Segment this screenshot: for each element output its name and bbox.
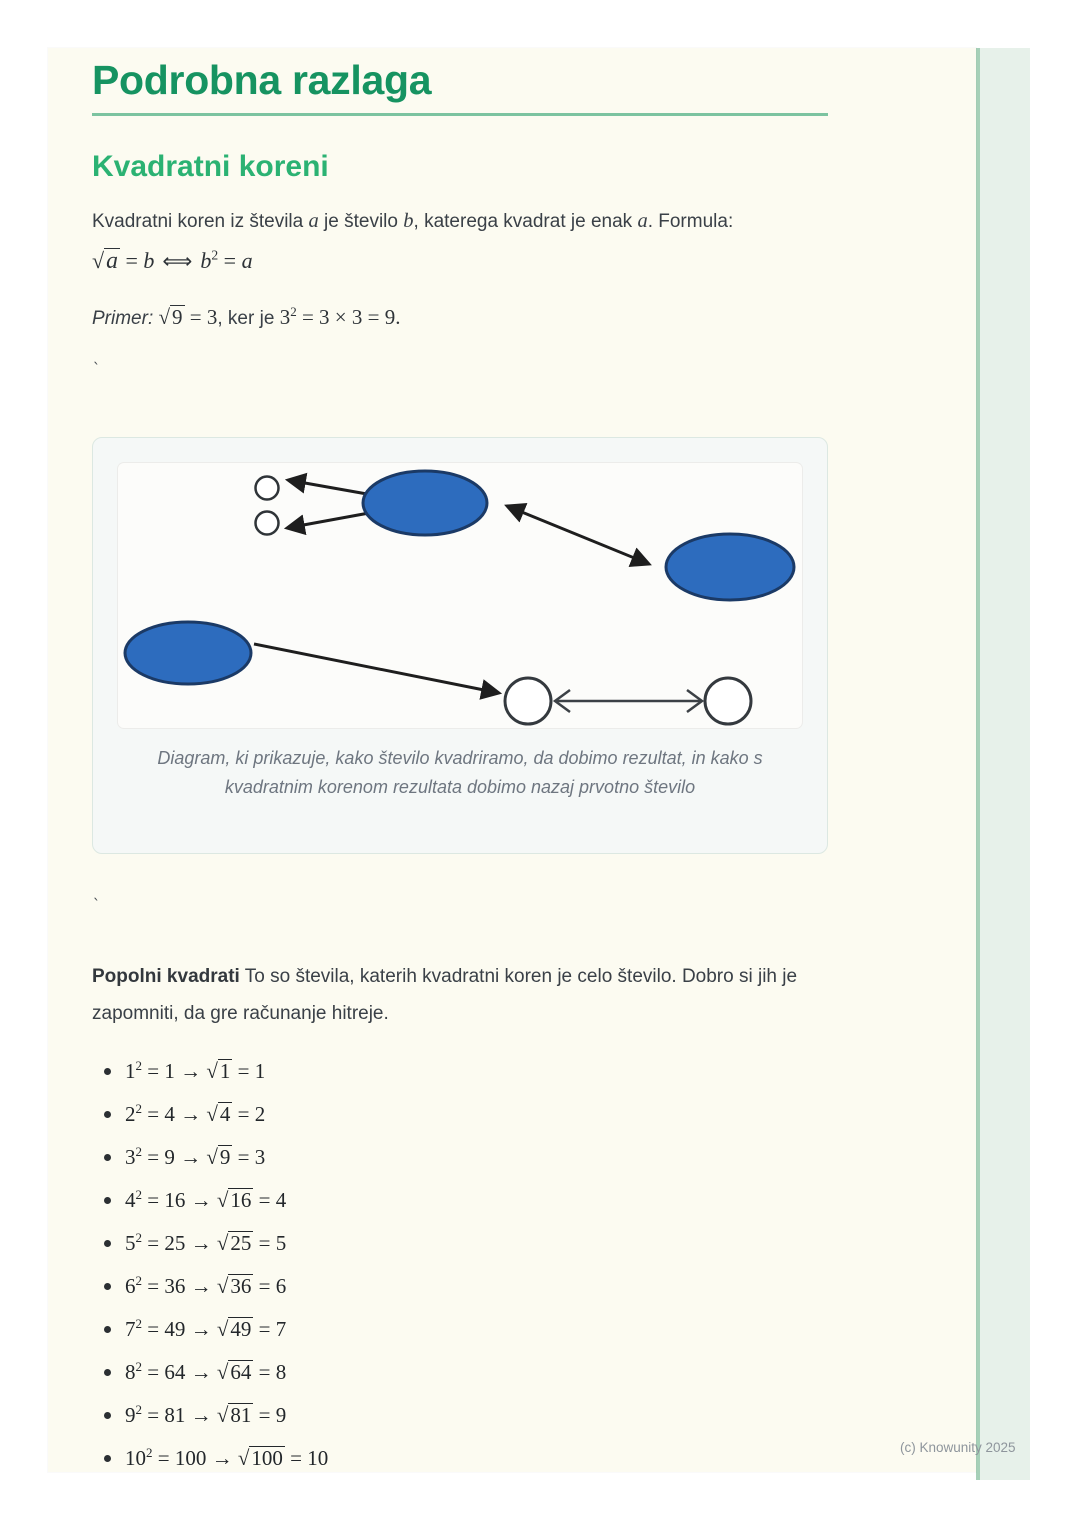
diagram-image bbox=[118, 463, 802, 728]
perfect-square-item: $7^2 = 49 \to √49 = 7$ bbox=[92, 1316, 828, 1342]
variable-a: a bbox=[308, 210, 319, 233]
example-label: Primer: bbox=[92, 308, 159, 330]
radical-sign: √ bbox=[216, 1231, 229, 1256]
intro-paragraph: Kvadratni koren iz števila a je število b, katerega kvadrat je enak a. Formula: bbox=[92, 210, 734, 233]
maps-to-arrow: → bbox=[180, 1059, 202, 1084]
iff-arrow: ⟺ bbox=[162, 249, 193, 274]
page-title: Podrobna razlaga bbox=[92, 58, 828, 116]
perfect-square-item: $1^2 = 1 \to √1 = 1$ bbox=[92, 1058, 828, 1084]
perfect-squares-list bbox=[92, 1058, 828, 1471]
diagram-card bbox=[92, 437, 828, 854]
stray-backtick-1: ` bbox=[92, 360, 102, 379]
result-circle-left bbox=[505, 678, 551, 724]
maps-to-arrow: → bbox=[190, 1188, 212, 1213]
blue-ellipse-top bbox=[363, 471, 487, 535]
radical-sign: √ bbox=[158, 305, 171, 330]
diagram-caption: Diagram, ki prikazuje, kako število kvadriramo, da dobimo rezultat, in kako s kvadratnim korenom rezultata dobimo nazaj prvotno število bbox=[157, 748, 763, 798]
perfect-square-item: $3^2 = 9 \to √9 = 3$ bbox=[92, 1144, 828, 1170]
example-line: Primer: √9 = 3, ker je $3^2 = 3 \times 3 = 9$. bbox=[92, 304, 401, 330]
maps-to-arrow: → bbox=[211, 1446, 233, 1471]
maps-to-arrow: → bbox=[190, 1231, 212, 1256]
chevron-double-arrow bbox=[555, 690, 702, 712]
radical-sign: √ bbox=[216, 1360, 229, 1385]
stray-backtick-2: ` bbox=[92, 896, 102, 915]
radical-sign: √ bbox=[216, 1403, 229, 1428]
maps-to-arrow: → bbox=[180, 1145, 202, 1170]
perfect-square-item: $2^2 = 4 \to √4 = 2$ bbox=[92, 1101, 828, 1127]
radical-sign: √ bbox=[216, 1317, 229, 1342]
blue-ellipse-right bbox=[666, 534, 794, 600]
copyright-footer: (c) Knowunity 2025 bbox=[900, 1440, 1016, 1455]
maps-to-arrow: → bbox=[180, 1102, 202, 1127]
arrow-to-small-circle-2 bbox=[287, 513, 369, 528]
radical-sign: √ bbox=[206, 1102, 218, 1127]
radical-sign: √ bbox=[206, 1145, 218, 1170]
radical-sign: √ bbox=[92, 248, 105, 274]
perfect-square-item: $8^2 = 64 \to √64 = 8$ bbox=[92, 1359, 828, 1385]
perfect-squares-label: Popolni kvadrati bbox=[92, 966, 240, 988]
radical-sign: √ bbox=[237, 1446, 250, 1471]
right-green-sidebar bbox=[976, 48, 1030, 1480]
radical-sign: √ bbox=[206, 1059, 218, 1084]
perfect-square-item: $5^2 = 25 \to √25 = 5$ bbox=[92, 1230, 828, 1256]
perfect-squares-paragraph: Popolni kvadrati To so števila, katerih kvadratni koren je celo število. Dobro si jih je zapomniti, da gre računanje hitreje. bbox=[92, 966, 798, 1025]
perfect-square-item: $10^2 = 100 \to √100 = 10$ bbox=[92, 1445, 828, 1471]
small-circle-1 bbox=[256, 477, 279, 500]
document-page bbox=[48, 48, 976, 1472]
section-title: Kvadratni koreni bbox=[92, 150, 329, 184]
sqrt-expression: √a bbox=[92, 248, 118, 275]
arrow-to-small-circle-1 bbox=[288, 480, 367, 494]
sqrt-definition-formula: √a = b ⟺ $b^2 = a$ bbox=[92, 247, 253, 275]
maps-to-arrow: → bbox=[190, 1403, 212, 1428]
squaring-diagram-svg bbox=[118, 463, 802, 728]
perfect-square-item: $4^2 = 16 \to √16 = 4$ bbox=[92, 1187, 828, 1213]
result-circle-right bbox=[705, 678, 751, 724]
radical-sign: √ bbox=[216, 1188, 229, 1213]
intro-text: Kvadratni koren iz števila bbox=[92, 211, 309, 233]
double-arrow-top bbox=[507, 506, 649, 564]
maps-to-arrow: → bbox=[190, 1360, 212, 1385]
radical-sign: √ bbox=[216, 1274, 229, 1299]
maps-to-arrow: → bbox=[190, 1317, 212, 1342]
blue-ellipse-bottom-left bbox=[125, 622, 251, 684]
perfect-square-item: $9^2 = 81 \to √81 = 9$ bbox=[92, 1402, 828, 1428]
variable-a: a bbox=[637, 210, 648, 233]
perfect-square-item: $6^2 = 36 \to √36 = 6$ bbox=[92, 1273, 828, 1299]
small-circle-2 bbox=[256, 512, 279, 535]
variable-b: b bbox=[403, 210, 414, 233]
maps-to-arrow: → bbox=[190, 1274, 212, 1299]
arrow-diagonal-long bbox=[254, 644, 499, 693]
